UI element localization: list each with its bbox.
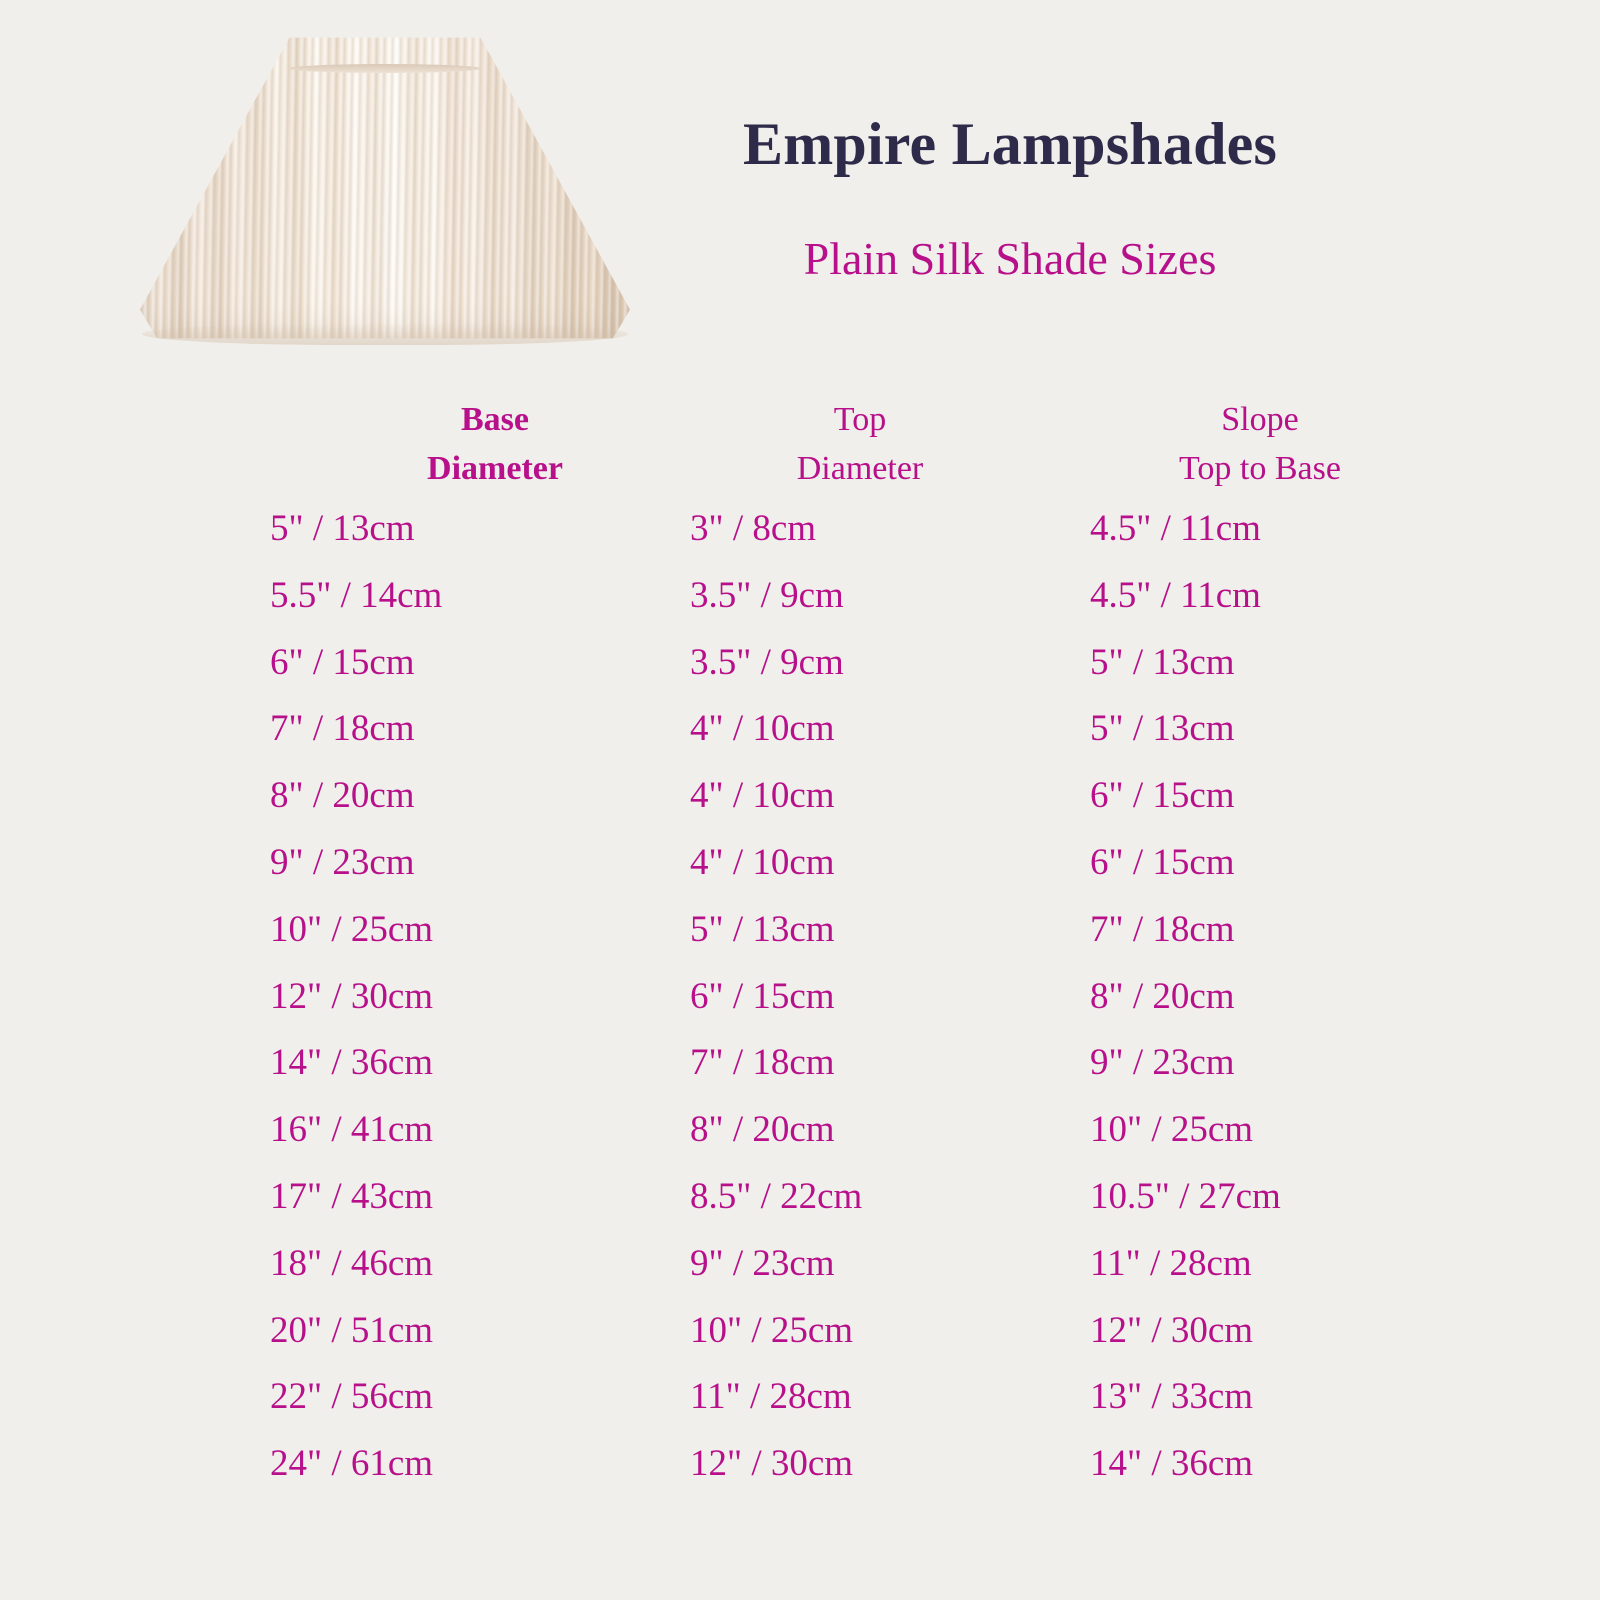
cell-top-diameter: 4" / 10cm [690, 775, 835, 817]
cell-base-diameter: 14" / 36cm [270, 1042, 434, 1084]
column-header-base-line2: Diameter [427, 450, 563, 488]
lampshade-bottom-rim [142, 323, 628, 345]
cell-slope: 6" / 15cm [1090, 775, 1235, 817]
cell-base-diameter: 5.5" / 14cm [270, 574, 443, 616]
cell-base-diameter: 5" / 13cm [270, 508, 415, 549]
cell-top-diameter: 4" / 10cm [690, 708, 835, 750]
table-row [230, 1041, 1410, 1108]
cell-slope: 5" / 13cm [1090, 708, 1235, 750]
column-header-base-diameter [330, 395, 660, 494]
empire-lampshade-image [140, 28, 630, 358]
cell-top-diameter: 9" / 23cm [690, 1242, 835, 1284]
table-row [230, 908, 1410, 975]
cell-slope: 7" / 18cm [1090, 908, 1235, 950]
table-row [230, 975, 1410, 1042]
cell-slope: 5" / 13cm [1090, 641, 1235, 683]
cell-slope: 8" / 20cm [1090, 975, 1235, 1017]
cell-top-diameter: 12" / 30cm [690, 1443, 854, 1485]
column-header-slope-line1: Slope [1221, 401, 1299, 438]
cell-top-diameter: 10" / 25cm [690, 1309, 854, 1351]
table-row [230, 1175, 1410, 1242]
cell-base-diameter: 24" / 61cm [270, 1443, 434, 1485]
cell-top-diameter: 3.5" / 9cm [690, 641, 844, 683]
page-title: Empire Lampshades [742, 111, 1278, 177]
table-row [230, 774, 1410, 841]
cell-base-diameter: 10" / 25cm [270, 908, 434, 950]
cell-top-diameter: 11" / 28cm [690, 1376, 852, 1418]
lampshade-top-rim [289, 64, 481, 73]
cell-slope: 6" / 15cm [1090, 841, 1235, 883]
cell-slope: 14" / 36cm [1090, 1443, 1254, 1485]
cell-base-diameter: 22" / 56cm [270, 1376, 434, 1418]
cell-base-diameter: 16" / 41cm [270, 1109, 434, 1151]
table-row [230, 1108, 1410, 1175]
column-header-top-line1: Top [833, 401, 887, 438]
table-row [230, 1242, 1410, 1309]
cell-slope: 9" / 23cm [1090, 1042, 1235, 1084]
cell-slope: 10.5" / 27cm [1090, 1175, 1281, 1217]
table-row [230, 507, 1410, 574]
page-subtitle: Plain Silk Shade Sizes [803, 233, 1217, 284]
cell-slope: 12" / 30cm [1090, 1309, 1254, 1351]
cell-base-diameter: 18" / 46cm [270, 1242, 434, 1284]
cell-top-diameter: 7" / 18cm [690, 1042, 835, 1084]
cell-slope: 4.5" / 11cm [1090, 508, 1261, 549]
column-header-top-line2: Diameter [796, 450, 924, 488]
table-row [230, 574, 1410, 641]
table-row [230, 1442, 1410, 1509]
cell-top-diameter: 3.5" / 9cm [690, 574, 844, 616]
table-row [230, 841, 1410, 908]
size-table-rows [230, 507, 1410, 1509]
column-header-slope-line2: Top to Base [1179, 450, 1341, 488]
cell-top-diameter: 8.5" / 22cm [690, 1175, 863, 1217]
cell-base-diameter: 17" / 43cm [270, 1175, 434, 1217]
cell-top-diameter: 6" / 15cm [690, 975, 835, 1017]
table-row [230, 707, 1410, 774]
cell-base-diameter: 9" / 23cm [270, 841, 415, 883]
cell-base-diameter: 8" / 20cm [270, 775, 415, 817]
cell-top-diameter: 4" / 10cm [690, 841, 835, 883]
column-header-base-line1: Base [461, 401, 529, 438]
table-row [230, 1309, 1410, 1376]
column-header-slope [1110, 395, 1410, 494]
cell-slope: 10" / 25cm [1090, 1109, 1254, 1151]
cell-slope: 4.5" / 11cm [1090, 574, 1261, 616]
cell-base-diameter: 7" / 18cm [270, 708, 415, 750]
cell-slope: 11" / 28cm [1090, 1242, 1252, 1284]
table-row [230, 641, 1410, 708]
cell-top-diameter: 5" / 13cm [690, 908, 835, 950]
table-row [230, 1375, 1410, 1442]
cell-base-diameter: 12" / 30cm [270, 975, 434, 1017]
column-header-top-diameter [710, 395, 1010, 494]
cell-top-diameter: 8" / 20cm [690, 1109, 835, 1151]
cell-top-diameter: 3" / 8cm [690, 508, 817, 549]
lampshade-pleats [140, 28, 630, 348]
cell-base-diameter: 20" / 51cm [270, 1309, 434, 1351]
cell-base-diameter: 6" / 15cm [270, 641, 415, 683]
cell-slope: 13" / 33cm [1090, 1376, 1254, 1418]
